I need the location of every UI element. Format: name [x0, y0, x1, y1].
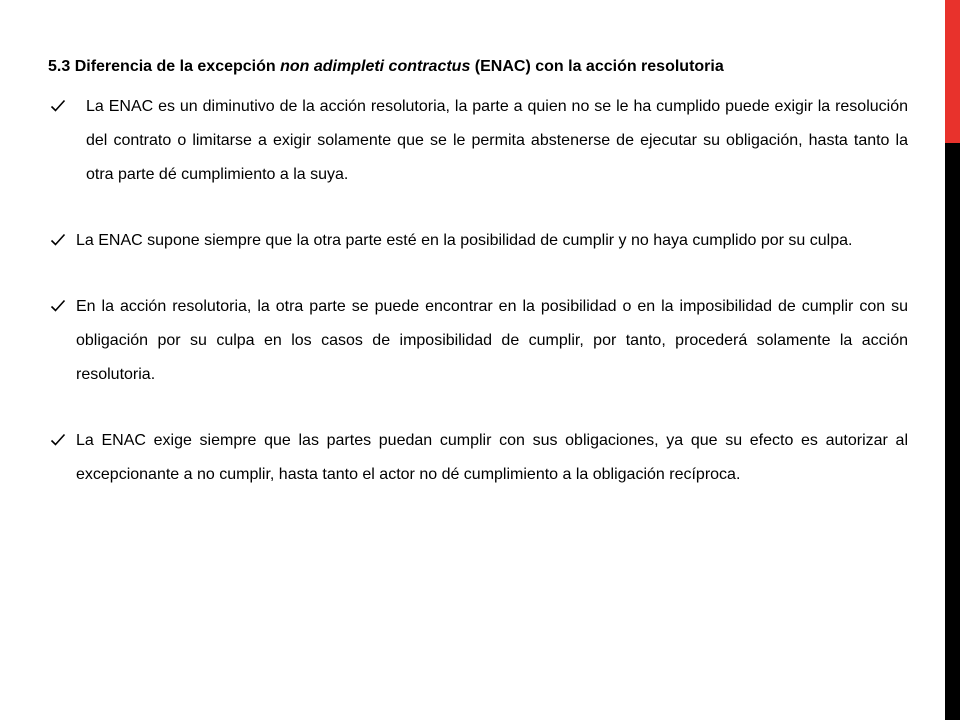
checkmark-icon [50, 299, 66, 313]
heading-prefix: 5.3 Diferencia de la excepción [48, 58, 281, 75]
bullet-text: La ENAC exige siempre que las partes puedan cumplir con sus obligaciones, ya que su efecto es autorizar al excepcionante a no cumplir, hasta tanto el actor no dé cumplimiento a la obligación recíproca. [76, 432, 908, 483]
bullet-text: La ENAC supone siempre que la otra parte esté en la posibilidad de cumplir y no haya cumplido por su culpa. [76, 232, 853, 249]
bullet-item [48, 90, 908, 192]
accent-bar-black [945, 143, 960, 720]
heading-italic: non adimpleti contractus [280, 58, 471, 75]
bullet-list [48, 90, 908, 492]
checkmark-icon [50, 233, 66, 247]
slide-content [48, 56, 908, 524]
heading-suffix: (ENAC) con la acción resolutoria [470, 58, 724, 75]
slide-heading [48, 56, 908, 78]
checkmark-icon [50, 99, 66, 113]
bullet-item [48, 290, 908, 392]
checkmark-icon [50, 433, 66, 447]
bullet-item [48, 424, 908, 492]
bullet-text: En la acción resolutoria, la otra parte se puede encontrar en la posibilidad o en la imposibilidad de cumplir con su obligación por su culpa en los casos de imposibilidad de cumplir, por tanto, procederá solamente la acción resolutoria. [76, 298, 908, 383]
bullet-item [48, 224, 908, 258]
bullet-text: La ENAC es un diminutivo de la acción resolutoria, la parte a quien no se le ha cumplido puede exigir la resolución del contrato o limitarse a exigir solamente que se le permita abstenerse de ejecutar su obligación, hasta tanto la otra parte dé cumplimiento a la suya. [86, 98, 908, 183]
accent-bar-red [945, 0, 960, 143]
